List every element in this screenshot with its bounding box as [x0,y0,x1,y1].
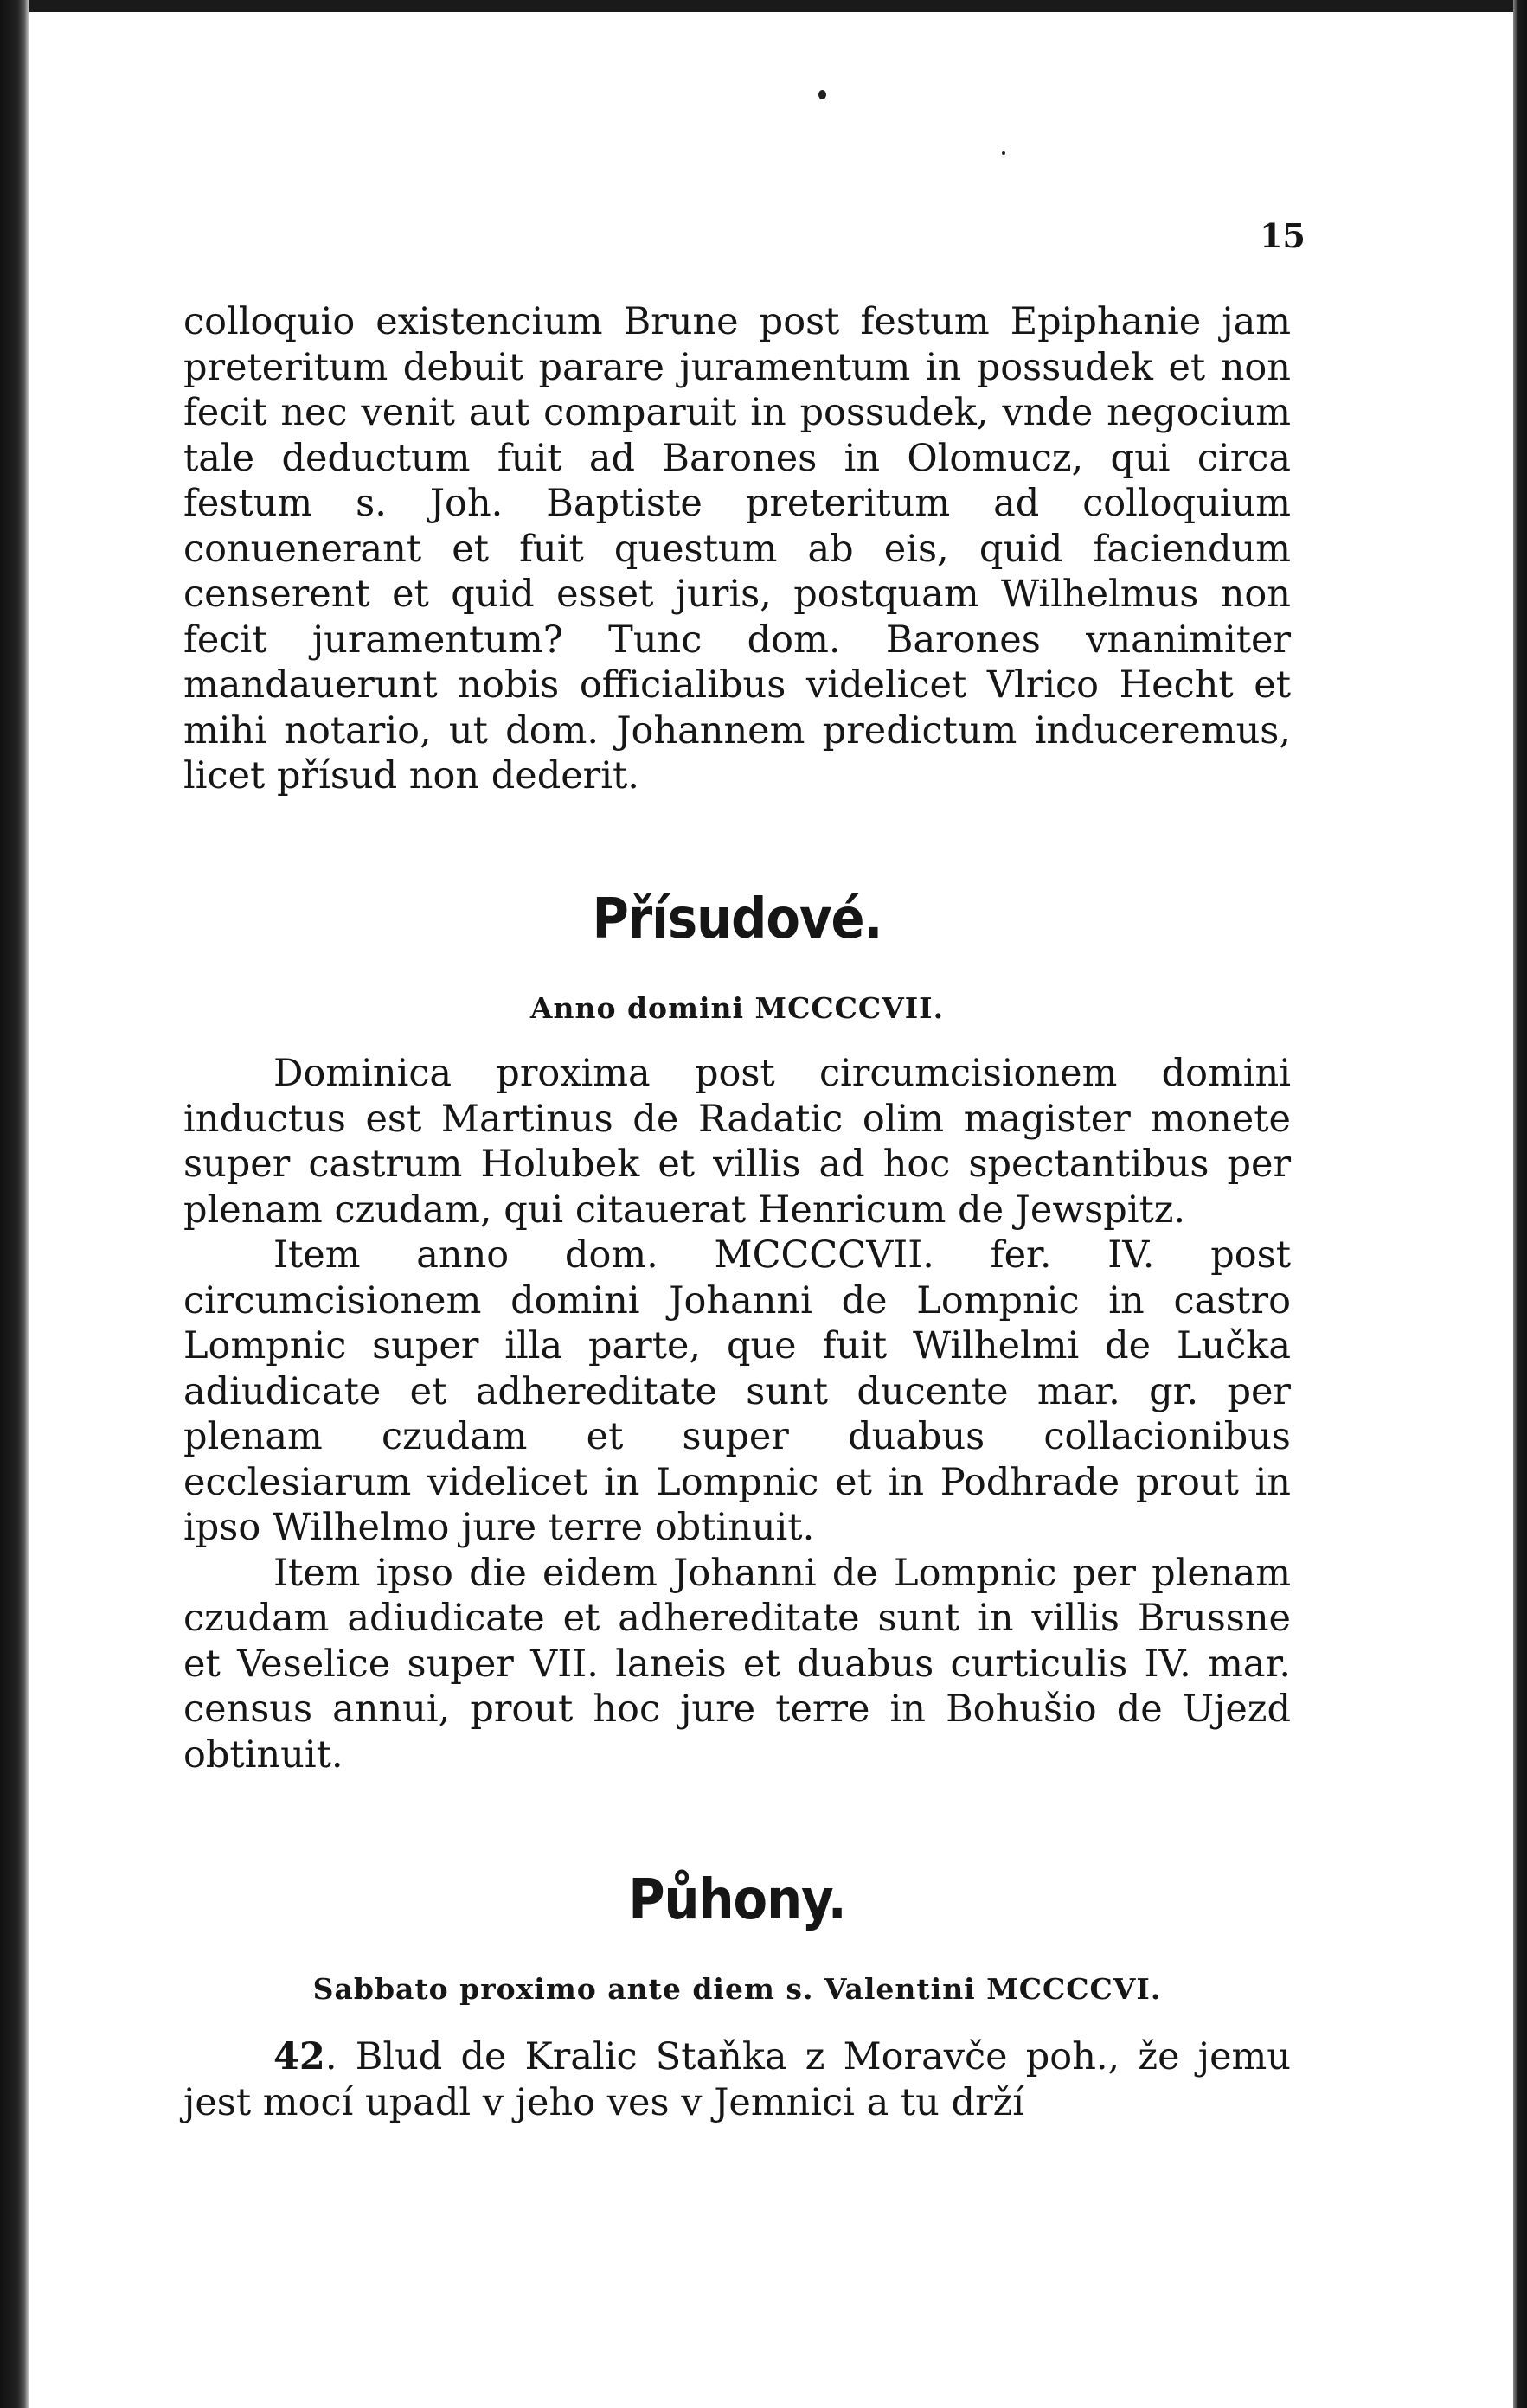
scan-left-edge [0,0,29,2408]
entry-text: . Blud de Kralic Staňka z Moravče poh., že jemu jest mocí upadl v jeho ves v Jemnici a tu drží [183,2035,1291,2124]
section-subheading-puhony: Sabbato proximo ante diem s. Valentini MCCCCVI. [312,1972,1162,2006]
paragraph: Item anno dom. MCCCCVII. fer. IV. post circumcisionem domini Johanni de Lompnic in castro Lompnic super illa parte, que fuit Wilhelmi de Lučka adiudicate et adhereditate sunt ducente mar. gr. per plenam czudam et super duabus collacionibus ecclesiarum videlicet in Lompnic et in Podhrade prout in ipso Wilhelmo jure terre obtinuit. [183,1233,1291,1549]
scan-top-edge [0,0,1527,12]
intro-paragraph: colloquio existencium Brune post festum Epiphanie jam preteritum debuit parare juramentum in possudek et non fecit nec venit aut comparuit in possudek, vnde negocium tale deductum fuit ad Barones in Olomucz, qui circa festum s. Joh. Baptiste preteritum ad colloquium conuenerant et fuit questum ab eis, quid faciendum censerent et quid esset juris, postquam Wilhelmus non fecit juramentum? Tunc dom. Barones vnanimiter mandauerunt nobis officialibus videlicet Vlrico Hecht et mihi notario, ut dom. Johannem predictum induceremus, licet přísud non dederit. [183,300,1291,797]
section-subheading-prisudove: Anno domini MCCCCVII. [529,991,945,1025]
entry-number: 42 [273,2035,325,2078]
section-heading-prisudove: Přísudové. [592,887,882,951]
prisudove-body [183,1051,1291,1777]
scan-right-edge [1513,0,1527,2408]
section-heading-puhony: Půhony. [628,1868,846,1932]
scan-speck [818,90,826,99]
paragraph: Dominica proxima post circumcisionem domini inductus est Martinus de Radatic olim magister monete super castrum Holubek et villis ad hoc spectantibus per plenam czudam, qui citauerat Henricum de Jewspitz. [183,1052,1291,1232]
entry-paragraph [183,2034,1291,2125]
paragraph: Item ipso die eidem Johanni de Lompnic per plenam czudam adiudicate et adhereditate sunt in villis Brussne et Veselice super VII. laneis et duabus curticulis IV. mar. census annui, prout hoc jure terre in Bohušio de Ujezd obtinuit. [183,1551,1291,1777]
puhony-body [183,2034,1291,2125]
intro-block [183,299,1291,799]
scan-speck [1002,151,1005,155]
page-number: 15 [1260,216,1306,255]
